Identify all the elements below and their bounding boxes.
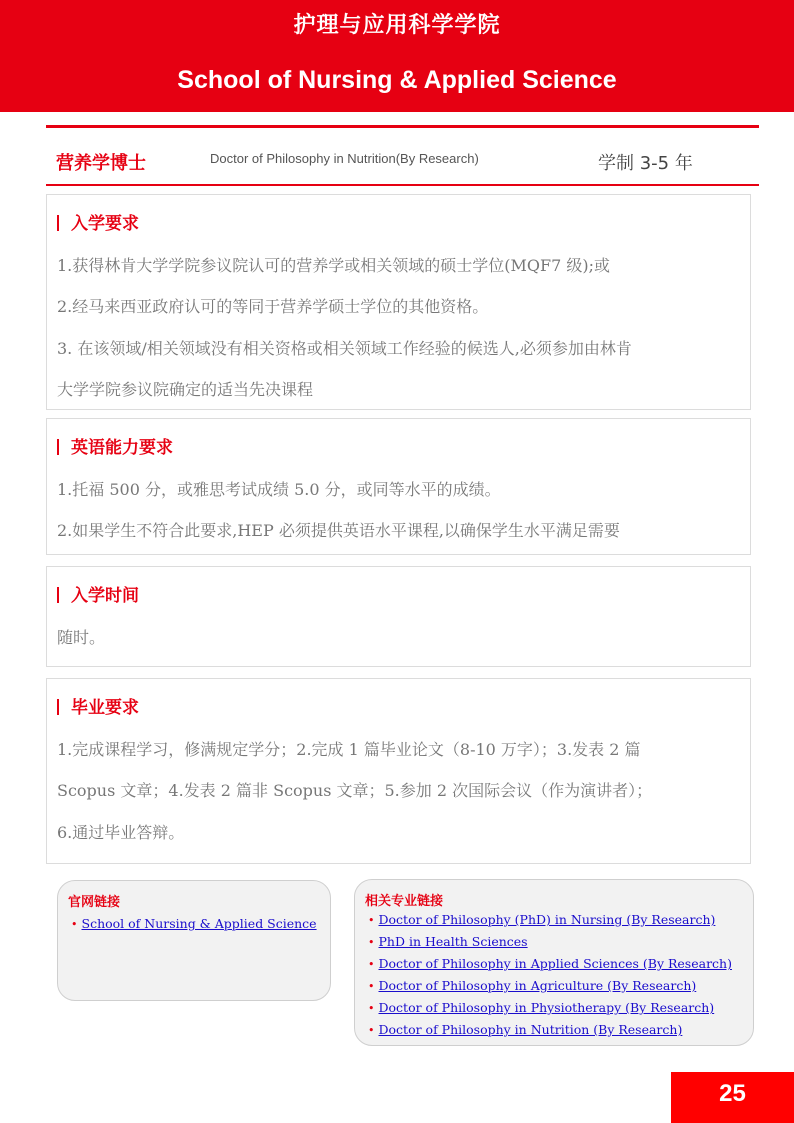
title-bar-icon [57, 699, 59, 715]
section-line: 2.经马来西亚政府认可的等同于营养学硕士学位的其他资格。 [57, 297, 489, 316]
section-line: 1.获得林肯大学学院参议院认可的营养学或相关领域的硕士学位(MQF7 级);或 [57, 256, 611, 275]
section-intake [46, 566, 751, 667]
related-link-nursing[interactable]: Doctor of Philosophy (PhD) in Nursing (By Research) [378, 912, 716, 927]
section-line: Scopus 文章；4.发表 2 篇非 Scopus 文章；5.参加 2 次国际会议（作为演讲者）； [57, 781, 653, 800]
title-bar-icon [57, 587, 59, 603]
related-links-list [368, 909, 732, 1041]
related-links-box [354, 879, 754, 1046]
school-title-en: School of Nursing & Applied Science [177, 66, 617, 94]
header-banner [0, 0, 794, 112]
bullet-icon: • [368, 936, 375, 949]
program-divider [46, 184, 759, 186]
bullet-icon: • [368, 980, 375, 993]
section-line: 2.如果学生不符合此要求,HEP 必须提供英语水平课程,以确保学生水平满足需要 [57, 521, 620, 540]
section-line: 1.托福 500 分，或雅思考试成绩 5.0 分，或同等水平的成绩。 [57, 480, 501, 499]
school-title-cn: 护理与应用科学学院 [293, 13, 501, 38]
section-title: 入学时间 [57, 581, 139, 606]
list-item [368, 1019, 732, 1041]
section-graduation-requirements [46, 678, 751, 864]
section-admission-requirements [46, 194, 751, 410]
official-links-title: 官网链接 [68, 895, 121, 910]
section-line: 6.通过毕业答辩。 [57, 823, 185, 842]
program-name-en: Doctor of Philosophy in Nutrition(By Research) [210, 151, 479, 166]
page-number: 25 [671, 1072, 794, 1123]
bullet-icon: • [71, 918, 78, 931]
section-title: 英语能力要求 [57, 433, 173, 458]
program-header [46, 140, 759, 180]
list-item [368, 909, 732, 931]
related-links-title: 相关专业链接 [365, 894, 444, 909]
related-link-nutrition[interactable]: Doctor of Philosophy in Nutrition (By Research) [378, 1022, 683, 1037]
program-duration: 学制 3-5 年 [598, 153, 693, 174]
program-name-cn: 营养学博士 [56, 153, 146, 174]
related-link-applied-sciences[interactable]: Doctor of Philosophy in Applied Sciences (By Research) [378, 956, 732, 971]
related-link-health-sciences[interactable]: PhD in Health Sciences [378, 934, 528, 949]
title-bar-icon [57, 439, 59, 455]
bullet-icon: • [368, 914, 375, 927]
official-links-box [57, 880, 331, 1001]
section-line: 3. 在该领域/相关领域没有相关资格或相关领域工作经验的候选人,必须参加由林肯 [57, 339, 632, 358]
section-line: 随时。 [57, 628, 106, 647]
bullet-icon: • [368, 1024, 375, 1037]
list-item [71, 913, 317, 935]
bullet-icon: • [368, 958, 375, 971]
related-link-physiotherapy[interactable]: Doctor of Philosophy in Physiotherapy (By Research) [378, 1000, 715, 1015]
related-link-agriculture[interactable]: Doctor of Philosophy in Agriculture (By Research) [378, 978, 697, 993]
list-item [368, 975, 732, 997]
list-item [368, 931, 732, 953]
section-title: 入学要求 [57, 209, 139, 234]
title-bar-icon [57, 215, 59, 231]
list-item [368, 953, 732, 975]
official-links-list [71, 913, 317, 935]
top-divider [46, 125, 759, 128]
section-line: 大学学院参议院确定的适当先决课程 [57, 380, 314, 399]
section-english-requirements [46, 418, 751, 555]
section-title: 毕业要求 [57, 693, 139, 718]
section-line: 1.完成课程学习，修满规定学分；2.完成 1 篇毕业论文（8-10 万字）；3.发表 2 篇 [57, 740, 641, 759]
bullet-icon: • [368, 1002, 375, 1015]
official-link-school[interactable]: School of Nursing & Applied Science [81, 916, 317, 931]
list-item [368, 997, 732, 1019]
